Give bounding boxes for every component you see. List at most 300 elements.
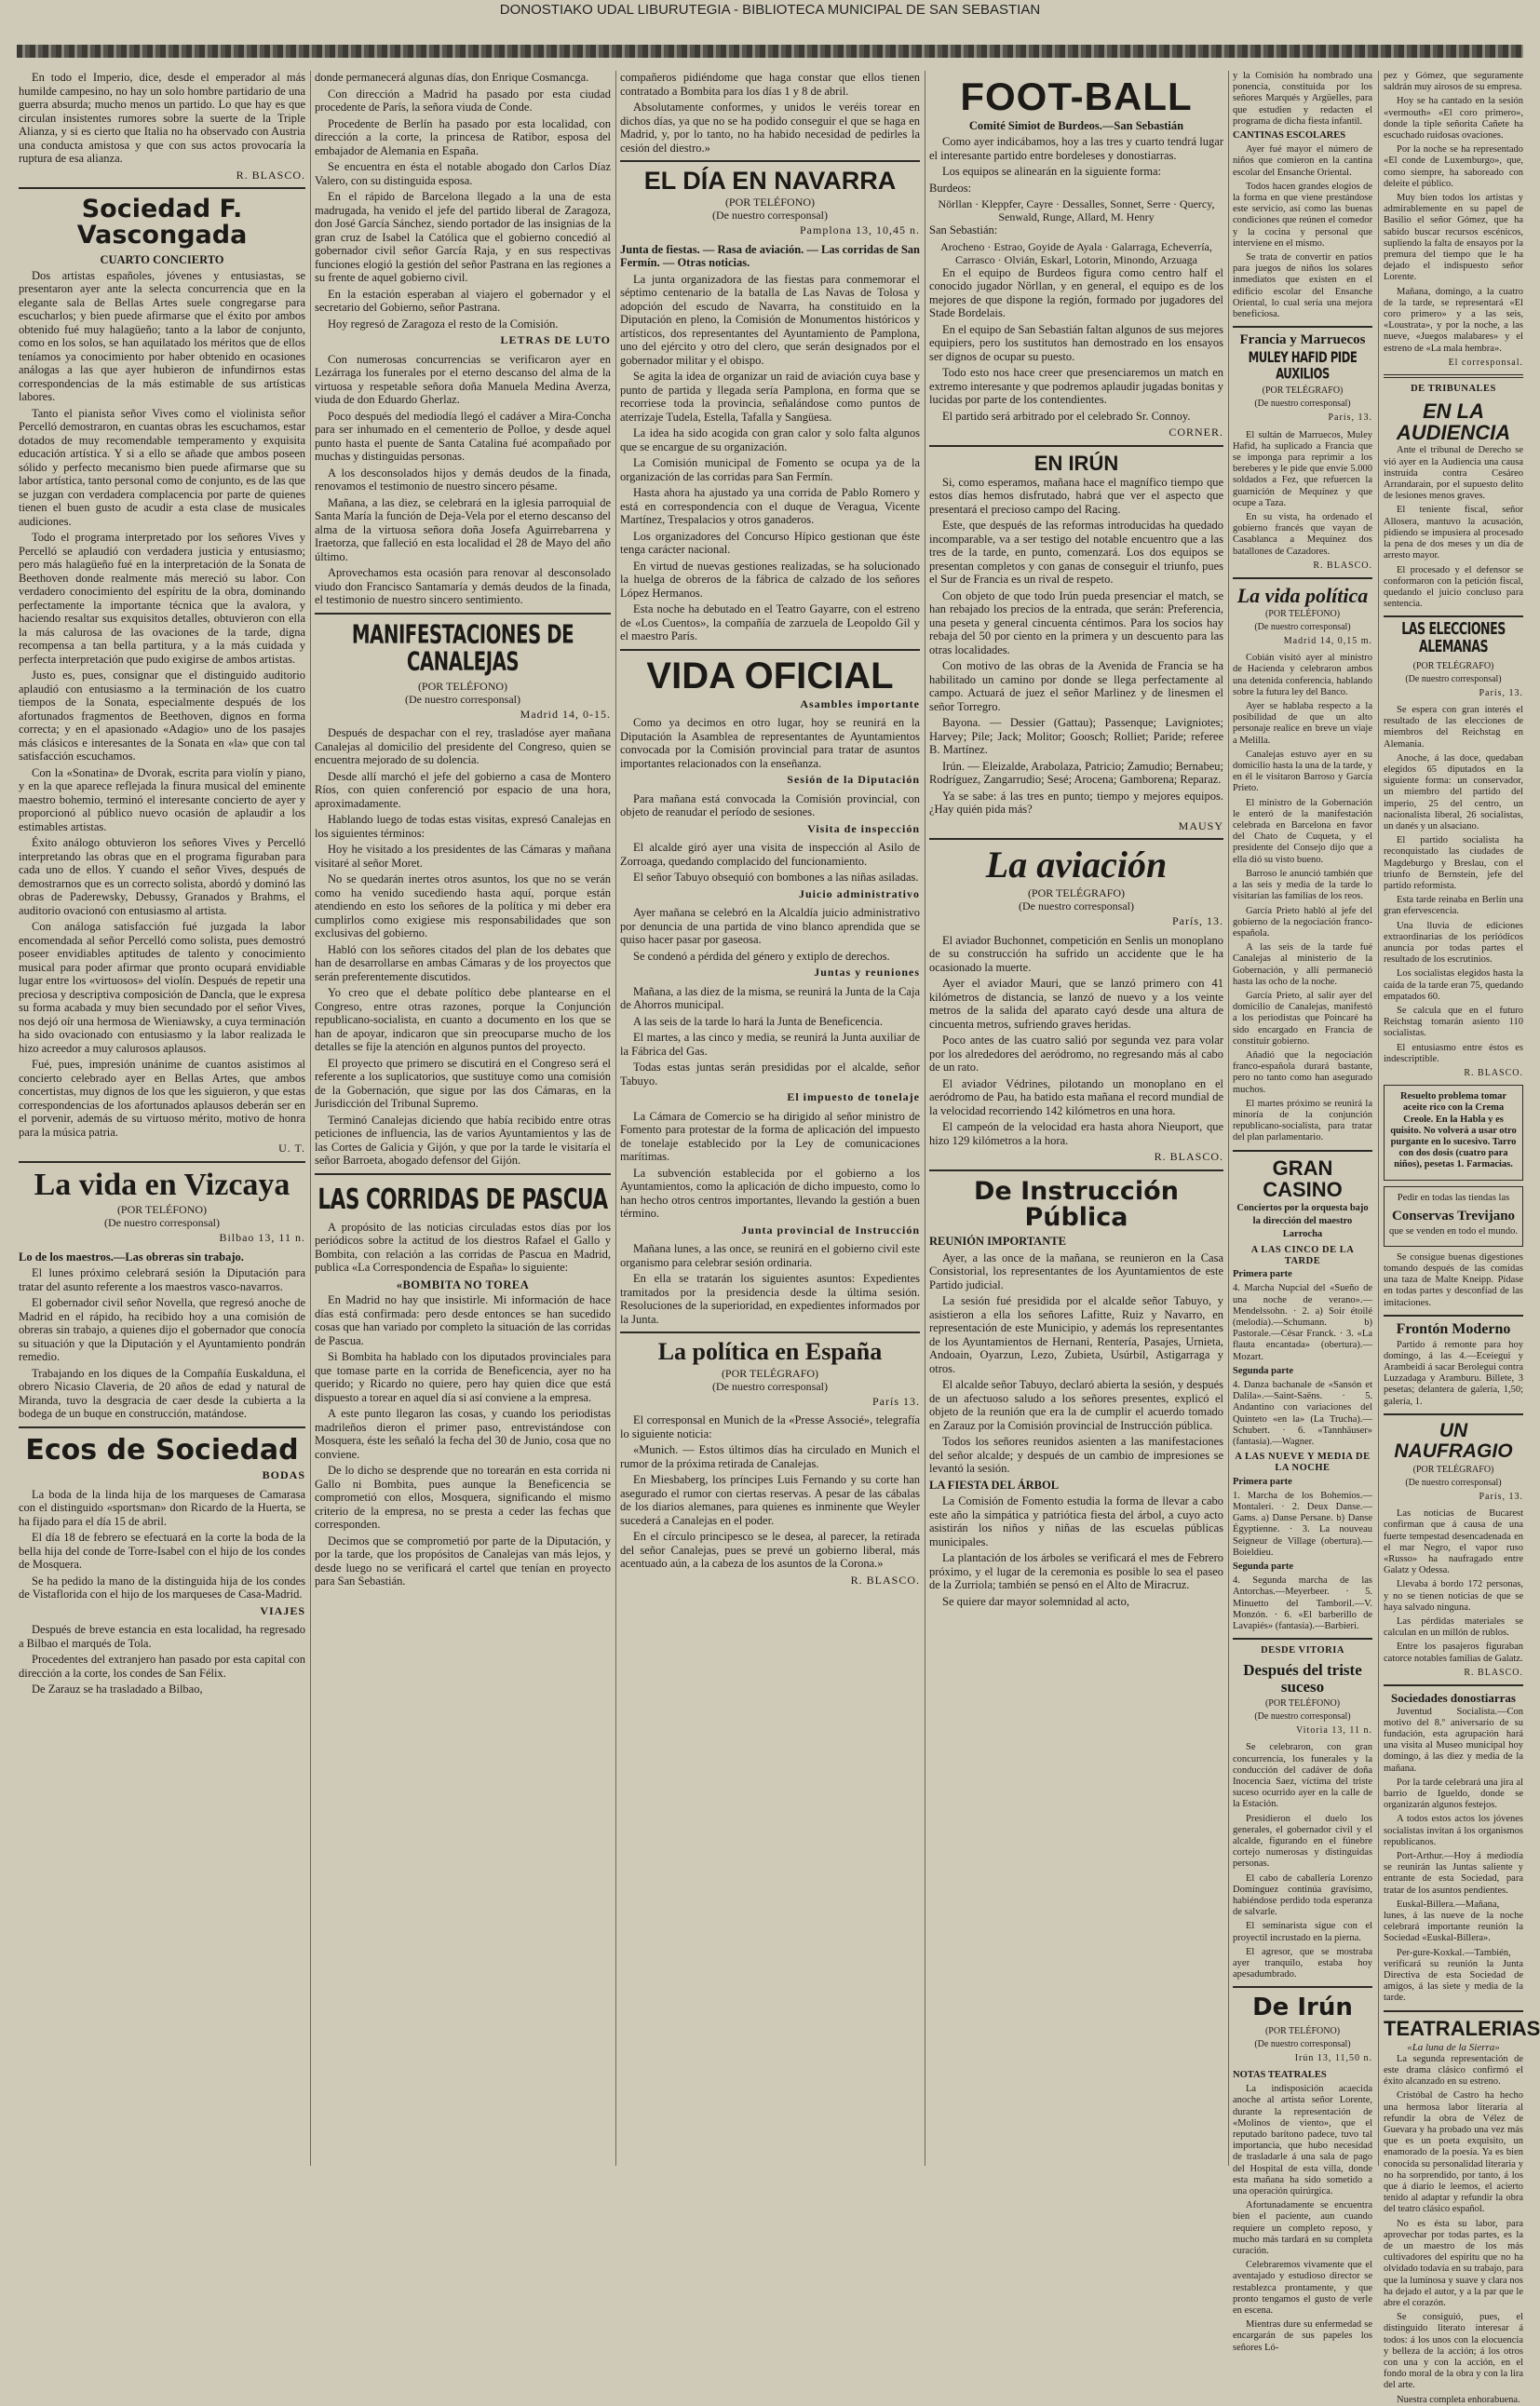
article-paragraph: Hoy se ha cantado en la sesión «vermouth» «El coro primero», donde la tiple señorita Cañete ha escuchado ruidosas ovaciones. xyxy=(1384,96,1523,142)
divider xyxy=(929,1169,1223,1171)
quote-heading: «BOMBITA NO TOREA xyxy=(396,1277,530,1291)
dateline: París, 13. xyxy=(1172,914,1223,928)
headline-aviacion: La aviación xyxy=(985,844,1168,886)
article-paragraph: Mañana, a las diez, se celebrará en la iglesia parroquial de Santa María la función de Deja-Vela por el eterno descanso del alma de la virtuosa señora doña Josefa Aguirrebarrena y Iraetorza, que falleció en esta localidad el 28 de Mayo del año último. xyxy=(315,495,611,563)
article-paragraph: El agresor, que se mostraba ayer tranquilo, estaba hoy apesadumbrado. xyxy=(1233,1946,1372,1980)
article-paragraph: Mañana lunes, a las once, se reunirá en el gobierno civil este organismo para celebrar sesión ordinaria. xyxy=(620,1242,920,1269)
column-2 xyxy=(315,71,611,2166)
divider xyxy=(1384,1684,1523,1686)
program-heading: Segunda parte xyxy=(1233,1561,1294,1573)
article-paragraph: Los organizadores del Concurso Hípico gestionan que éste tenga carácter nacional. xyxy=(620,529,920,557)
article-paragraph: Se trata de convertir en patios para juegos de niños los solares inmediatos que existen en el edificio escolar del Ensanche Oriental, lo cual sería una mejora beneficiosa. xyxy=(1233,252,1372,320)
article-paragraph: Se agita la idea de organizar un raid de aviación cuya base y punto de partida y llegada sería Pamplona, en forma que se recorriese toda la provincia, señalándose como puntos de aterrizaje Tudela, Estella, Tafalla y Sangüesa. xyxy=(620,370,920,424)
article-paragraph: La indisposición acaecida anoche al artista señor Lorente, durante la representación de «Molinos de viento», que el reputado barítono padece, tuvo tal importancia, que hubo necesidad de trasladarle á una sala de pago del Hospital de esta villa, donde esta mañana ha sido sometido a una operación quirúrgica. xyxy=(1233,2084,1372,2196)
divider xyxy=(1384,1413,1523,1415)
article-paragraph: Llevaba á bordo 172 personas, y no se tienen noticias de que se haya salvado ninguna. xyxy=(1384,1579,1523,1613)
article-paragraph: Todo esto nos hace creer que presenciaremos un match en extremo interesante y que podremos aplaudir jugadas bonitas y lucidas por parte de los contendientes. xyxy=(929,366,1223,407)
article-paragraph: Todos los señores reunidos asienten a las manifestaciones del señor alcalde; y después de un cambio de impresiones se levantó la sesión. xyxy=(929,1435,1223,1476)
program-list: 1. Marcha de los Bohemios.—Montaleri. · 2. Deux Danse.—Gams. a) Danse Persane. b) Danse Égyptienne. · 3. La nouveau Seigneur de Village (obertura).—Boieldieu. xyxy=(1233,1490,1372,1558)
headline-en-la-audiencia: EN LA AUDIENCIA xyxy=(1396,399,1511,445)
article-paragraph: En el rápido de Barcelona llegado a la una de esta madrugada, ha venido el jefe del partido liberal de Zaragoza, don José García Sánchez, siendo portador de las insignias de la gran cruz de Isabel la Católica que el gobierno concedió al gobernador civil señor García Raja, y en sus respectivas funciones elogió la gestión del señor Pastrana en las regiones a su frente de aquel gobierno civil. xyxy=(315,190,611,284)
byline: U. T. xyxy=(278,1142,305,1156)
lineup: Nörllan · Kleppfer, Cayre · Dessalles, Sonnet, Serre · Quercy, Senwald, Runge, Allard, M. Henry xyxy=(938,197,1215,224)
dispatch-source: (De nuestro corresponsal) xyxy=(405,692,520,706)
article-paragraph: La segunda representación de este drama clásico confirmó el éxito alcanzado en su estreno. xyxy=(1384,2053,1523,2088)
article-paragraph: García Prieto, al salir ayer del domicilio de Canalejas, manifestó a los periodistas que Poincaré ha sido encargado en Francia de constituir gobierno. xyxy=(1233,990,1372,1047)
subheadline: NOTAS TEATRALES xyxy=(1233,2069,1327,2080)
article-paragraph: Aprovechamos esta ocasión para renovar al desconsolado viudo don Francisco Santamaría y demás deudos de la finada, el testimonio de nuestro sincero sentimiento. xyxy=(315,566,611,606)
divider xyxy=(19,187,305,189)
article-paragraph: El aviador Buchonnet, competición en Senlis un monoplano de su construcción ha sufrido un accidente que le ha ocasionado la muerte. xyxy=(929,933,1223,974)
article-paragraph: De lo dicho se desprende que no torearán en esta corrida ni Gallo ni Bombita, pues aunque la Beneficencia se comprometió con ellos, Mosquera, significando el mismo criterio de la empresa, no se presta a ceder las fechas que corresponden. xyxy=(315,1464,611,1532)
article-paragraph: El partido socialista ha reconquistado las ciudades de Magdeburgo y Breslau, con el triunfo de Bernstein, jefe del partido reformista. xyxy=(1384,835,1523,891)
article-paragraph: Este, que después de las reformas introducidas ha quedado incomparable, va a ser testigo del notable encuentro que a las tres de la tarde, en punto, comenzará. Los dos equipos se presentan completos y con ganas de conseguir el triunfo, pues el Sur de Francia es un rival de respeto. xyxy=(929,519,1223,587)
headline-manifestaciones-canalejas: MANIFESTACIONES DE CANALEJAS xyxy=(351,620,574,677)
subheadline: CUARTO CONCIERTO xyxy=(100,252,224,266)
headline-en-irun: EN IRÚN xyxy=(1033,451,1119,475)
article-paragraph: Ya se sabe: á las tres en punto; tiempo y mejores equipos. ¿Hay quién pida más? xyxy=(929,789,1223,817)
article-paragraph: En todo el Imperio, dice, desde el emperador al más humilde campesino, no hay un solo hombre partidario de una guerra absurda; mucho menos un partido. Lo que hay es que circulan insistentes rumores sobre la suerte de la Triple Alianza, y si es cierto que Italia no ha observado con Austria una conducta amistosa y que con sus actos provocaría la ruptura de esa alianza. xyxy=(19,71,305,165)
article-paragraph: Bayona. — Dessier (Gattau); Passenque; Lavigniotes; Harvey; Pile; Jack; Molitor; Goosch; Rolliet; Paride; referee B. Martínez. xyxy=(929,716,1223,757)
article-paragraph: Como ya decimos en otro lugar, hoy se reunirá en la Diputación la Asamblea de representantes de Ayuntamientos convocada por la Comisión provincial para tratar de asuntos importantes relacionados con la enseñanza. xyxy=(620,716,920,770)
program-list: 4. Danza bachanale de «Sansón et Dalila».—Saint-Saëns. · 5. Andantino con variaciones del Quinteto «en la» (La Trucha).—Schubert. · 6. «Tannhäuser» (fantasía).—Wagner. xyxy=(1233,1379,1372,1447)
article-paragraph: Las noticias de Bucarest confirman que á causa de una fuerte tempestad desencadenada en el mar Negro, el vapor ruso «Russo» ha naufragado entre Galatz y Odessa. xyxy=(1384,1508,1523,1576)
dispatch-source: (POR TELÉFONO) xyxy=(724,196,816,210)
byline: CORNER. xyxy=(1169,426,1223,439)
byline: R. BLASCO. xyxy=(1313,560,1372,571)
dateline: París, 13. xyxy=(1479,687,1523,698)
article-paragraph: La Comisión municipal de Fomento se ocupa ya de la organización de las corridas para San Fermín. xyxy=(620,456,920,483)
article-paragraph: Añadió que la negociación franco-española durará bastante, pero no tanto como han asegurado muchos. xyxy=(1233,1049,1372,1095)
article-paragraph: El gobernador civil señor Novella, que regresó anoche de Madrid en el rápido, ha recibido hoy a una comisión de obreras sin trabajo, a quienes dijo el gobernador que conocía su situación y que la Diputación y el Ayuntamiento pondrán remedio. xyxy=(19,1296,305,1364)
dispatch-source: (POR TELÉFONO) xyxy=(1264,609,1341,620)
article-paragraph: Dos artistas españoles, jóvenes y entusiastas, se presentaron ayer ante la selecta concurrencia que en la elegante sala de Bellas Artes suele congregarse para escucharlos; y bien puede afirmarse que el éxito por ambos obtenido fué muy halagüeño; tanto a la labor de conjunto, como en los solos, se han aquilatado los méritos que de ellos teníamos ya conocimiento por haber obtenido en ocasiones análogas a las que ayer hubieron de infundirnos estas correspondencias de la más estimable de sus artísticas labores. xyxy=(19,268,305,404)
article-paragraph: donde permanecerá algunas días, don Enrique Cosmancga. xyxy=(315,71,589,84)
article-paragraph: En Madrid no hay que insistirle. Mi información de hace días está confirmada: pero desde entonces se han sucedido cosas que han variado por completo la situación de las corridas de Pascua. xyxy=(315,1293,611,1347)
dispatch-source: (De nuestro corresponsal) xyxy=(712,209,828,223)
article-paragraph: El partido será arbitrado por el celebrado Sr. Connoy. xyxy=(942,409,1191,423)
dispatch-source: (De nuestro corresponsal) xyxy=(1254,1711,1351,1723)
subheadline-letras-luto: LETRAS DE LUTO xyxy=(500,333,611,346)
article-paragraph: pez y Gómez, que seguramente saldrán muy airosos de su empresa. xyxy=(1384,71,1523,93)
byline: MAUSY xyxy=(1178,818,1223,832)
column-rule xyxy=(1228,71,1229,2166)
article-paragraph: Decimos que se comprometió por parte de la Diputación, y por la tarde, que los propósitos de Canalejas van más lejos, y desde luego no se verificará el cartel que tenían en proyecto para San Sebastián. xyxy=(315,1534,611,1588)
article-paragraph: «Munich. — Estos últimos días ha circulado en Munich el rumor de la próxima retirada de Canalejas. xyxy=(620,1443,920,1470)
article-paragraph: La subvención establecida por el gobierno a los Ayuntamientos, como la aplicación de dicho impuesto, como lo han hecho otros centros importantes, llevando la gestión a buen término. xyxy=(620,1166,920,1221)
article-paragraph: Procedentes del extranjero han pasado por esta capital con dirección a la corte, los condes de San Félix. xyxy=(19,1653,305,1680)
column-5b xyxy=(1384,71,1540,2405)
lineup: Arocheno · Estrao, Goyide de Ayala · Galarraga, Echeverría, Carrasco · Olvián, Eskarl, Lotorin, Minondo, Arzuaga xyxy=(940,239,1212,266)
subheadline: Visita de inspección xyxy=(807,821,920,835)
byline: R. BLASCO. xyxy=(236,168,305,182)
subheadline: LA FIESTA DEL ÁRBOL xyxy=(929,1478,1060,1492)
byline: El corresponsal. xyxy=(1448,357,1523,368)
dispatch-source: (POR TELÉGRAFO) xyxy=(1412,660,1494,671)
dispatch-source: (De nuestro corresponsal) xyxy=(1254,2038,1351,2049)
article-paragraph: El lunes próximo celebrará sesión la Diputación para tratar del asunto referente a los maestros vasco-navarros. xyxy=(19,1266,305,1293)
article-paragraph: El señor Tabuyo obsequió con bombones a las niñas asiladas. xyxy=(633,871,919,885)
divider xyxy=(1233,1638,1372,1640)
column-5 xyxy=(1233,71,1540,2405)
article-paragraph: Los equipos se alinearán en la siguiente forma: xyxy=(942,165,1161,179)
divider xyxy=(19,1426,305,1428)
article-paragraph: De Zarauz se ha trasladado a Bilbao, xyxy=(32,1683,203,1696)
column-5a xyxy=(1233,71,1372,2353)
team-label: San Sebastián: xyxy=(929,223,998,237)
article-paragraph: Esta noche ha debutado en el Teatro Gayarre, con el estreno de «Los Cuentos», la compañía de zarzuela de Leopoldo Gil y el maestro París. xyxy=(620,602,920,643)
article-paragraph: Después de breve estancia en esta localidad, ha regresado a Bilbao el marqués de Tola. xyxy=(19,1623,305,1650)
article-paragraph: Justo es, pues, consignar que el distinguido auditorio aplaudió con entusiasmo a la terminación de los cuatro tiempos de la Sonata, especialmente después de los afortunados fragmentos de Beethoven, dignos en forma correcta; y en el apasionado «Adagio» uno de los pasajes más clásicos e interesantes de la Sonata en «la» que con tal satisfacción escuchamos. xyxy=(19,669,305,764)
divider xyxy=(1384,1315,1523,1317)
article-paragraph: El alcalde señor Tabuyo, declaró abierta la sesión, y después de un afectuoso saludo a los señores presentes, explicó el objeto de la reunión que era la de cumplir el acuerdo tomado en Zarauz por la Comisión provincial de Instrucción pública. xyxy=(929,1378,1223,1432)
program-list: 4. Segunda marcha de las Antorchas.—Meyerbeer. · 5. Minuetto del Tamboril.—V. Monzón. · 6. «El barberillo de Lavapiés» (fantasía).—Barbieri. xyxy=(1233,1575,1372,1632)
headline-muley-hafid: MULEY HAFID PIDE AUXILIOS xyxy=(1248,349,1358,384)
article-paragraph: A los desconsolados hijos y demás deudos de la finada, renovamos el testimonio de nuestro sincero pésame. xyxy=(315,466,611,493)
article-paragraph: Tanto el pianista señor Vives como el violinista señor Percelló demostraron, en cuantas obras les escuchamos, estar dotados de muy recomendable temperamento y exquisita educación artística. Y si a ello se añade que ambos poseen sólido y perfecto mecanismo bien puede afirmarse que su labor artística, tanto personal como de conjunto, es de las que se juzgan con verdadera complacencia por parte de quienes tienen el buen gusto de acudir a esta clase de musicales audiciones. xyxy=(19,406,305,528)
article-paragraph: El alcalde giró ayer una visita de inspección al Asilo de Zorroaga, quedando complacido del funcionamiento. xyxy=(620,841,920,868)
program-heading: Primera parte xyxy=(1233,1476,1292,1487)
dispatch-source: (De nuestro corresponsal) xyxy=(1254,399,1351,410)
lead-summary: Lo de los maestros.—Las obreras sin trabajo. xyxy=(19,1250,244,1264)
program-heading: Segunda parte xyxy=(1233,1365,1294,1376)
dateline: Vitoria 13, 11 n. xyxy=(1296,1725,1372,1737)
headline-fronton-moderno: Frontón Moderno xyxy=(1396,1320,1511,1337)
article-paragraph: Con dirección a Madrid ha pasado por esta ciudad procedente de París, la señora viuda de Conde. xyxy=(315,87,611,114)
library-watermark: DONOSTIAKO UDAL LIBURUTEGIA - BIBLIOTECA MUNICIPAL DE SAN SEBASTIAN xyxy=(499,2,1041,18)
article-paragraph: Se calcula que en el futuro Reichstag tomarán asiento 110 socialistas. xyxy=(1384,1005,1523,1039)
article-paragraph: Con objeto de que todo Irún pueda presenciar el match, se han rebajado los precios de la entrada, que serán: Preferencia, una peseta y general cincuenta céntimos. Para los socios hay rebaja del 50 por ciento en la primera y un descuento para las otras localidades. xyxy=(929,588,1223,656)
divider xyxy=(929,838,1223,840)
article-paragraph: La idea ha sido acogida con gran calor y solo falta algunos que se encargue de su organización. xyxy=(620,426,920,453)
article-paragraph: A las seis de la tarde fué Canalejas al ministerio de la Gobernación, y allí permaneció hasta las ocho de la noche. xyxy=(1233,942,1372,987)
subheadline: REUNIÓN IMPORTANTE xyxy=(929,1235,1066,1249)
article-paragraph: Mientras dure su enfermedad se encargarán de sus papeles los señores Ló- xyxy=(1233,2319,1372,2353)
article-paragraph: No es ésta su labor, para aprovechar por todas partes, es la de un maestro de los más cultivadores del espíritu que no ha olvidado todavía en su trabajo, para que la luminosa y suave y clara nos ha dejado el autor, y a la par que le abre el corazón. xyxy=(1384,2218,1523,2309)
headline-teatralerias: TEATRALERIAS xyxy=(1384,2016,1540,2040)
column-3 xyxy=(620,71,920,2166)
article-paragraph: Como ayer indicábamos, hoy a las tres y cuarto tendrá lugar el interesante partido entre bordeleses y donostiarras. xyxy=(929,135,1223,162)
program-list: 4. Marcha Nupcial del «Sueño de una noche de verano».—Mendelssohn. · 2. a) Soir étoilé (melodía).—Schumann. b) Pastorale.—César Franck. · 3. «La flauta encantada» (obertura).—Mozart. xyxy=(1233,1283,1372,1362)
article-paragraph: El corresponsal en Munich de la «Presse Associé», telegrafía lo siguiente noticia: xyxy=(620,1413,920,1440)
article-paragraph: El día 18 de febrero se efectuará en la corte la boda de la bella hija del conde de Torre-Isabel con el hijo de los condes de Mosquera. xyxy=(19,1531,305,1572)
article-paragraph: Las pérdidas materiales se calculan en un millón de rublos. xyxy=(1384,1615,1523,1639)
article-paragraph: En el equipo de San Sebastián faltan algunos de sus mejores equipiers, pero los sustitutos han demostrado en los ensayos ser dignos de ocupar su puesto. xyxy=(929,322,1223,363)
dateline: París, 13. xyxy=(1328,412,1372,424)
article-paragraph: La sesión fué presidida por el alcalde señor Tabuyo, y asistieron a ella los señores Lafitte, Ruiz y Navarro, en representación de este Municipio, y además los representantes de los Ayuntamientos de Hernani, Rentería, Pasajes, Urnieta, Andoain, Oyarzun, Lezo, Zubieta, Usúrbil, Astigarraga y otros. xyxy=(929,1294,1223,1375)
article-paragraph: Si, como esperamos, mañana hace el magnífico tiempo que estos días hemos disfrutado, habrá que ver el aspecto que presentará el precioso campo del Racing. xyxy=(929,475,1223,516)
article-paragraph: Ayer, a las once de la mañana, se reunieron en la Casa Consistorial, los representantes de los Ayuntamientos de este Partido judicial. xyxy=(929,1250,1223,1291)
article-paragraph: Éxito análogo obtuvieron los señores Vives y Percelló interpretando las obras que en el programa figuraban para cada uno de ellos. Y cuando el señor Vives, después de demostrarnos que es un correcto solista, abordó y dominó las obras de Paderewsky, Debussy, Granados y Brahms, el auditorio ovacionó con entusiasmo al artista. xyxy=(19,836,305,917)
advertisement-crema-creole xyxy=(1384,1085,1523,1180)
article-paragraph: El martes próximo se reunirá la minoría de la conjunción republicano-socialista, para tratar del plan parlamentario. xyxy=(1233,1098,1372,1143)
headline-vida-oficial: VIDA OFICIAL xyxy=(646,655,894,696)
advertisement-conservas-trevijano xyxy=(1384,1186,1523,1247)
column-4 xyxy=(929,71,1223,2166)
masthead-decorative-band xyxy=(17,45,1523,58)
divider xyxy=(19,1161,305,1163)
subheadline: BODAS xyxy=(262,1468,305,1482)
subheadline: Juicio administrativo xyxy=(798,886,920,900)
divider xyxy=(620,160,920,162)
team-label: Burdeos: xyxy=(929,181,972,195)
divider xyxy=(1384,2010,1523,2012)
article-paragraph: Se consigue buenas digestiones tomando después de las comidas una taza de Malte Kneipp. Pídase en todas partes y desconfíad de las imitaciones. xyxy=(1384,1251,1523,1308)
article-paragraph: Cobián visitó ayer al ministro de Hacienda y celebraron ambos una detenida conferencia, hablando sobre la futura ley del Banco. xyxy=(1233,653,1372,697)
article-paragraph: Ayer mañana se celebró en la Alcaldía juicio administrativo por denuncia de una partida de vino blanco aprendida que se quiso hacer pasar por gaseosa. xyxy=(620,906,920,947)
article-paragraph: Por la tarde celebrará una jira al barrio de Igueldo, donde se organizarán algunos festejos. xyxy=(1384,1777,1523,1811)
divider xyxy=(929,445,1223,447)
article-paragraph: Se espera con gran interés el resultado de las elecciones de miembros del Reichstag en Alemania. xyxy=(1384,704,1523,750)
article-paragraph: Se encuentra en ésta el notable abogado don Carlos Díaz Valero, con su distinguida esposa. xyxy=(315,160,611,187)
article-paragraph: Yo creo que el debate político debe plantearse en el Congreso, entre otras razones, porque la Conjunción republicano-socialista, en cuanto a documento en los que se han de apoyar, indicaron que sin preocuparse mucho de los detalles se fije la atención en algunos puntos del proyecto. xyxy=(315,986,611,1054)
article-paragraph: Entre los pasajeros figuraban catorce notables familias de Galatz. xyxy=(1384,1642,1523,1664)
dispatch-source: (POR TELÉGRAFO) xyxy=(1262,385,1344,397)
divider xyxy=(620,649,920,651)
article-paragraph: Procedente de Berlín ha pasado por esta localidad, con dirección a la corte, la princesa de Ratibor, esposa del embajador de Alemania en España. xyxy=(315,116,611,157)
headline-dia-navarra: EL DÍA EN NAVARRA xyxy=(643,167,897,195)
divider xyxy=(1384,615,1523,617)
article-paragraph: Poco después del mediodía llegó el cadáver a Mira-Concha para ser inhumado en el cementerio de Polloe, y desde aquel punto hasta el puente de Santa Catalina fué acompañado por muchas y distinguidas personas. xyxy=(315,409,611,463)
article-paragraph: Terminó Canalejas diciendo que había recibido entre otras peticiones de influencia, las de varios Ayuntamientos y las de las Cortes de Galicia y Gijón, y que por la tarde le visitaría el señor Barroeta, abogado defensor del Gijón. xyxy=(315,1113,611,1168)
article-paragraph: Fué, pues, impresión unánime de cuantos asistimos al concierto celebrado ayer en Bellas Artes, que ambos concertistas, muy dignos de los que les siguieron, y que estas correspondencias de los afortunados aplausos deberán ser en el porvenir, además de su virtuoso mérito, motivo de honra para la música patria. xyxy=(19,1058,305,1139)
article-paragraph: A propósito de las noticias circuladas estos días por los periódicos sobre la actitud de los diestros Rafael el Gallo y Bombita, con relación a las corridas de Pascua en Madrid, publica «La Correspondencia de España» lo siguiente: xyxy=(315,1220,611,1275)
article-paragraph: Ayer el aviador Mauri, que se lanzó primero con 41 kilómetros de distancia, se lanzó de nuevo y a los veinte metros de la salida del aparato cayó desde una altura de cincuenta metros, sufriendo graves heridas. xyxy=(929,977,1223,1031)
dispatch-source: (POR TELÉFONO) xyxy=(1264,1698,1341,1710)
byline: R. BLASCO. xyxy=(1464,1667,1523,1678)
article-paragraph: A las seis de la tarde lo hará la Junta de Beneficencia. xyxy=(633,1014,883,1028)
subheadline: Conciertos por la orquesta bajo la dirección del maestro Larrocha xyxy=(1236,1202,1369,1239)
article-paragraph: El seminarista sigue con el proyectil incrustado en la pierna. xyxy=(1233,1921,1372,1943)
article-paragraph: Se quiere dar mayor solemnidad al acto, xyxy=(942,1594,1129,1608)
article-paragraph: En su vista, ha ordenado el gobierno francés que vayan de Casablanca a Mequínez dos batallones de Cazadores. xyxy=(1233,511,1372,557)
article-paragraph: Si Bombita ha hablado con los diputados provinciales para que tomase parte en la corrida de Beneficencia, ayer no ha querido; y Ricardo no quiere, pero hay quien dice que está dispuesto a torear en aquel día si así conviene a la empresa. xyxy=(315,1350,611,1404)
divider xyxy=(1233,1150,1372,1152)
column-rule xyxy=(615,71,616,2166)
article-paragraph: Partido á remonte para hoy domingo, á las 4.—Eceiegui y Arambeidi á sacar Berolegui contra Luzzadaga y Aramburu. Billete, 3 pesetas; delantera de galería, 1,50; galería, 1. xyxy=(1384,1339,1523,1407)
dispatch-source: (De nuestro corresponsal) xyxy=(1405,673,1502,684)
headline-foot-ball: FOOT-BALL xyxy=(960,74,1193,118)
headline-vida-vizcaya: La vida en Vizcaya xyxy=(34,1167,290,1202)
article-paragraph: Hoy he visitado a los presidentes de las Cámaras y mañana visitaré al señor Moret. xyxy=(315,843,611,870)
article-paragraph: El procesado y el defensor se conformaron con la petición fiscal, quedando el juicio concluso para sentencia. xyxy=(1384,564,1523,610)
article-paragraph: Ante el tribunal de Derecho se vió ayer en la Audiencia una causa instruída contra Cesáreo Arrandarain, por el supuesto delito de lesiones menos graves. xyxy=(1384,445,1523,502)
article-paragraph: Poco antes de las cuatro salió por segunda vez para volar por los alrededores del aeródromo, no regresando más al cabo de un rato. xyxy=(929,1034,1223,1075)
dateline: Irún 13, 11,50 n. xyxy=(1294,2052,1372,2063)
column-rule xyxy=(1378,71,1379,2166)
ad-title: Conservas Trevijano xyxy=(1391,1208,1516,1223)
article-paragraph: A todos estos actos los jóvenes socialistas invitan á los organismos republicanos. xyxy=(1384,1814,1523,1847)
article-paragraph: Con motivo de las obras de la Avenida de Francia se ha habilitado un camino por donde se llega perfectamente al campo. Actuará de juez el señor Marlinez y de linesmen el señor Torregro. xyxy=(929,659,1223,713)
dateline: París, 13. xyxy=(1479,1491,1523,1502)
article-paragraph: El campeón de la velocidad era hasta ahora Nieuport, que hizo 129 kilómetros a la hora. xyxy=(929,1120,1223,1147)
article-paragraph: En el equipo de Burdeos figura como centro half el conocido jugador Nörllan, y en general, el equipo es de los mejores de que dispone la región, formado por jugadores del Stade Bordelais. xyxy=(929,265,1223,320)
divider xyxy=(1233,577,1372,579)
dispatch-source: (POR TELÉFONO) xyxy=(417,679,508,693)
subheadline: Asambles importante xyxy=(800,696,920,710)
article-paragraph: El proyecto que primero se discutirá en el Congreso será el referente a los suplicatorios, que sustituye como una comisión de la Gobernación, que sigue por las dos Cámaras, en la Jurisdicción del Tribunal Supremo. xyxy=(315,1056,611,1111)
divider xyxy=(620,1331,920,1333)
headline-sociedades-donostiarras: Sociedades donostiarras xyxy=(1391,1690,1516,1705)
article-paragraph: Per-gure-Koxkal.—También, verificará su reunión la Junta Directiva de esta Sociedad de amigos, á las siete y media de la tarde. xyxy=(1384,1947,1523,2004)
ad-text: Pedir en todas las tiendas las xyxy=(1397,1192,1510,1203)
article-paragraph: Todos hacen grandes elogios de la forma en que viene prestándose este servicio, así como las buenas condiciones que reúnen el comedor y la cocina y personal que interviene en el mismo. xyxy=(1233,181,1372,249)
article-paragraph: La boda de la linda hija de los marqueses de Camarasa con el distinguido «sportsman» don Ricardo de la Huerta, se ha fijado para el día 15 de abril. xyxy=(19,1487,305,1528)
article-paragraph: En el círculo principesco se le desea, al parecer, la retirada del señor Canalejas, pues se prevé un gobierno liberal, más acentuado aún, a la cabeza de los asuntos de la Corona.» xyxy=(620,1530,920,1571)
article-paragraph: Juventud Socialista.—Con motivo del 8.º aniversario de su fundación, esta agrupación hará una visita al Museo municipal hoy domingo, á las diez y media de la mañana. xyxy=(1384,1706,1523,1774)
subheadline: DESDE VITORIA xyxy=(1261,1645,1344,1656)
dispatch-source: (De nuestro corresponsal) xyxy=(712,1379,828,1393)
dispatch-source: (POR TELÉGRAFO) xyxy=(1412,1464,1494,1475)
article-paragraph: La Cámara de Comercio se ha dirigido al señor ministro de Fomento para protestar de la forma de aplicación del impuesto de tonelaje establecido por la Ley de comunicaciones marítimas. xyxy=(620,1109,920,1164)
article-paragraph: Nuestra completa enhorabuena. xyxy=(1397,2394,1520,2405)
article-paragraph: Una lluvia de ediciones extraordinarias de los periódicos anuncia por todas partes el resultado de los escrutinios. xyxy=(1384,920,1523,966)
dispatch-source: (De nuestro corresponsal) xyxy=(1019,899,1134,913)
article-paragraph: Presidieron el duelo los generales, el gobernador civil y el alcalde, figurando en el fúnebre cortejo numerosas y distinguidas personas. xyxy=(1233,1813,1372,1870)
article-paragraph: El ministro de la Gobernación le enteró de la manifestación celebrada en Barcelona en favor del Chato de Cuqueta, y el presidente del Consejo dijo que a ella dió su visto bueno. xyxy=(1233,797,1372,865)
dateline: Pamplona 13, 10,45 n. xyxy=(800,223,920,237)
divider xyxy=(315,613,611,615)
dispatch-source: (De nuestro corresponsal) xyxy=(1405,1477,1502,1488)
article-paragraph: Se consiguió, pues, el distinguido literato interesar á todos: á los unos con la elocuencia y belleza de la acción; á los otros con una y con la acción, en el fondo moral de la obra y con la lira del arte. xyxy=(1384,2312,1523,2391)
headline-corridas-pascua: LAS CORRIDAS DE PASCUA xyxy=(317,1183,608,1216)
divider xyxy=(315,1173,611,1175)
headline-francia-marruecos: Francia y Marruecos xyxy=(1239,332,1366,348)
article-paragraph: Todas estas juntas serán presididas por el alcalde, señor Tabuyo. xyxy=(620,1061,920,1088)
subheadline: El impuesto de tonelaje xyxy=(787,1090,920,1104)
article-paragraph: Port-Arthur.—Hoy á mediodía se reunirán las Juntas saliente y entrante de esta Sociedad, para tratar de los asuntos pendientes. xyxy=(1384,1851,1523,1896)
article-paragraph: Desde allí marchó el jefe del gobierno a casa de Montero Ríos, con quien conferenció por espacio de una hora, aproximadamente. xyxy=(315,769,611,810)
article-paragraph: Mañana, a las diez de la misma, se reunirá la Junta de la Caja de Ahorros municipal. xyxy=(620,984,920,1012)
article-paragraph: En Miesbaberg, los príncipes Luis Fernando y su corte han asegurado el rumor con ciertas reservas. A pesar de las cábalas de los diarios alemanes, para quienes es inminente que Weyler sucederá a Canalejas en el poder. xyxy=(620,1473,920,1527)
article-paragraph: En virtud de nuevas gestiones realizadas, se ha solucionado la huelga de obreros de la fábrica de calzado de los señores López Hermanos. xyxy=(620,559,920,600)
article-paragraph: En ella se tratarán los siguientes asuntos: Expedientes tramitados por la presidencia desde la última sesión. Resoluciones de la superioridad, en expedientes informados por la Junta. xyxy=(620,1272,920,1326)
article-paragraph: El cabo de caballería Lorenzo Domínguez continúa gravísimo, habiéndose perdido toda esperanza de salvarle. xyxy=(1233,1872,1372,1918)
headline-ecos-sociedad: Ecos de Sociedad xyxy=(25,1433,299,1467)
article-paragraph: y la Comisión ha nombrado una ponencia, constituida por los señores Marqués y Argüelles, para que estudien y redacten el programa de dicha fiesta infantil. xyxy=(1233,71,1372,127)
article-paragraph: Esta tarde reinaba en Berlín una gran efervescencia. xyxy=(1384,895,1523,917)
article-paragraph: El teniente fiscal, señor Allosera, mantuvo la acusación, pidiendo se impusiera al procesado la pena de dos meses y un día de arresto mayor. xyxy=(1384,505,1523,561)
subheadline: Juntas y reuniones xyxy=(814,966,920,980)
article-paragraph: Ayer fué mayor el número de niños que comieron en la cantina escolar del Ensanche Oriental. xyxy=(1233,144,1372,178)
article-paragraph: Celebraremos vivamente que el aventajado y estudioso director se restablezca prontamente, y que pronto tengamos el gusto de verle en escena. xyxy=(1233,2260,1372,2316)
byline: R. BLASCO. xyxy=(1464,1067,1523,1078)
article-paragraph: Con la «Sonatina» de Dvorak, escrita para violín y piano, y en la que aparece reflejada la finura musical del eminente maestro bohemio, terminó el interesante concierto de ayer y proporcionó al público nuevo ocasión de aplaudir a los estimables artistas. xyxy=(19,765,305,833)
divider xyxy=(1384,374,1523,378)
headline-de-irun: De Irún xyxy=(1252,1994,1353,2022)
article-paragraph: Después de despachar con el rey, trasladóse ayer mañana Canalejas al domicilio del presidente del Congreso, quien se encuentra mejorado de su dolencia. xyxy=(315,726,611,767)
article-paragraph: No se quedarán inertes otros asuntos, los que no se verán como ha venido sucediendo hasta aquí, porque están atendiendo en esto los señores de la política y mi deber era cumplirlos como exigiese mis responsabilidades que son exclusivas del gobierno. xyxy=(315,872,611,940)
column-1 xyxy=(19,71,305,2166)
lead-summary: Junta de fiestas. — Rasa de aviación. — Las corridas de San Fermín. — Otras noticias. xyxy=(620,242,920,270)
article-paragraph: Todo el programa interpretado por los señores Vives y Percelló se aplaudió con verdadera justicia y entusiasmo; pero más halagüeño fué en la interpretación de la Sonata de Beethoven donde realmente más mereció su labor. Con verdadero conocimiento del espíritu de la obra, dominando perfectamente la importante técnica que la avalora, y haciendo resaltar sus exquisitos detalles, obtuvieron con ella la más calurosa de las ovaciones de la tarde, digna recompensa a tan bella partitura, y a la más cuidada y perfecta interpretación que pudo exigirse de ambos artistas. xyxy=(19,531,305,666)
article-paragraph: Se celebraron, con gran concurrencia, los funerales y la conducción del cadáver de doña Inocencia Saez, víctima del triste suceso ocurrido ayer en la calle de la Estación. xyxy=(1233,1742,1372,1810)
article-paragraph: Barroso le anunció también que a las seis y media de la tarde lo visitarían las familias de los reos. xyxy=(1233,868,1372,902)
article-paragraph: La Comisión de Fomento estudia la forma de llevar a cabo este año la simpática y patriótica fiesta del árbol, a cuyo acto asistirán los niños y niñas de las escuelas públicas municipales. xyxy=(929,1494,1223,1548)
dispatch-source: (De nuestro corresponsal) xyxy=(1254,622,1351,633)
article-paragraph: A este punto llegaron las cosas, y cuando los periodistas madrileños dieron el primer paso, entrevistándose con Mosquera, éste les señaló la fecha del 30 de Junio, cosa que no conviene. xyxy=(315,1407,611,1461)
article-paragraph: Trabajando en los diques de la Compañía Euskalduna, el obrero Nicasio Claveria, de 20 años de edad y natural de Miranda, tuvo la desgracia de caer desde la cubierta a la bodega de un buque en construcción, matándose. xyxy=(19,1366,305,1421)
headline-politica-espana: La política en España xyxy=(657,1338,883,1366)
dateline: Madrid 14, 0-15. xyxy=(520,707,611,721)
headline-un-naufragio: UN NAUFRAGIO xyxy=(1394,1419,1513,1462)
article-paragraph: Habló con los señores citados del plan de los debates que han de desarrollarse en ambas Cámaras y de los proyectos que serán preferentemente discutidos. xyxy=(315,942,611,983)
dispatch-source: (POR TELÉFONO) xyxy=(1264,2025,1341,2036)
article-paragraph: La junta organizadora de las fiestas para conmemorar el séptimo centenario de la batalla de Las Navas de Tolosa y adopción del escudo de Navarra, ha constituido en la Diputación en pleno, la Comisión de Monumentos históricos y artísticos, dos representantes del Ayuntamiento de Pamplona, uno del ejército y otro del clero, que serán designados por el gobernador militar y el obispo. xyxy=(620,272,920,367)
article-paragraph: Se ha pedido la mano de la distinguida hija de los condes de Vistaflorida con el hijo de los marqueses de Casa-Madrid. xyxy=(19,1574,305,1602)
article-paragraph: El entusiasmo entre éstos es indescriptible. xyxy=(1384,1042,1523,1064)
article-paragraph: Para mañana está convocada la Comisión provincial, con objeto de reanudar el período de sesiones. xyxy=(620,791,920,819)
article-paragraph: Irún. — Eleizalde, Arabolaza, Patricio; Zamudio; Bernabeu; Rodríguez, Zangarrudio; Sesé; Arocena; Gamborena; Reparaz. xyxy=(929,759,1223,787)
article-paragraph: En la estación esperaban al viajero el gobernador y el secretario del Gobierno, señor Pastrana. xyxy=(315,287,611,314)
article-paragraph: La plantación de los árboles se verificará el mes de Febrero próximo, y el lugar de la ceremonia es posible lo sea el paseo de la Zurriola; también se pensó en el Alto de Miracruz. xyxy=(929,1551,1223,1592)
article-paragraph: Hasta ahora ha ajustado ya una corrida de Pablo Romero y está en correspondencia con el duque de Veragua, Vicente Martínez, Trespalacios y otros ganaderos. xyxy=(620,486,920,527)
article-paragraph: Afortunadamente se encuentra bien el paciente, aun cuando requiere un completo reposo, y mucho más tardará en su completa curación. xyxy=(1233,2200,1372,2256)
subheadline: Sesión de la Diputación xyxy=(787,773,920,787)
divider xyxy=(1233,326,1372,328)
article-paragraph: Mañana, domingo, a la cuatro de la tarde, se representará «El coro primero» y a las seis, «Loustrata», y por la noche, a las nueve, «Juegos malabares» y el estreno de «La mala hembra». xyxy=(1384,286,1523,354)
column-rule xyxy=(310,71,311,2166)
article-paragraph: Muy bien todos los artistas y admirablemente en su papel de Basilio el señor Gómez, que ha sabido buscar recursos escénicos, supliendo la falta de ensayos por la premura del tiempo que le ha dejado el indispuesto señor Lorente. xyxy=(1384,193,1523,283)
section-label: DE TRIBUNALES xyxy=(1411,384,1496,395)
article-paragraph: Con numerosas concurrencias se verificaron ayer en Lezárraga los funerales por el eterno descanso del alma de la virtuosa y respetable señora doña Manuela Medina Averza, viuda de don Eduardo Gherlaz. xyxy=(315,352,611,406)
headline-sociedad-vascongada: Sociedad F. Vascongada xyxy=(76,195,248,250)
divider xyxy=(1233,1986,1372,1988)
article-paragraph: El sultán de Marruecos, Muley Hafid, ha suplicado a Francia que se imponga para reprimir a los bereberes y le pide que envíe 5.000 soldados a Fez, que refuercen la guarnición de Mequínez y que ocupe a Taza. xyxy=(1233,429,1372,508)
dateline: Madrid 14, 0,15 m. xyxy=(1283,636,1372,647)
article-paragraph: Euskal-Billera.—Mañana, lunes, á las nueve de la noche celebrará importante reunión la Sociedad «Euskal-Billera». xyxy=(1384,1899,1523,1944)
byline: R. BLASCO. xyxy=(850,1573,920,1587)
dispatch-source: (De nuestro corresponsal) xyxy=(104,1216,220,1230)
article-paragraph: Los socialistas elegidos hasta la caída de la tarde eran 75, quedando empatados 60. xyxy=(1384,968,1523,1002)
article-paragraph: Anoche, á las doce, quedaban elegidos 65 diputados en la siguiente forma: un conservador, un miembro del partido del imperio, 25 del centro, un nacionalista liberal, 26 socialistas, un danés y un alsaciano. xyxy=(1384,752,1523,831)
program-heading: A LAS NUEVE Y MEDIA DE LA NOCHE xyxy=(1235,1452,1371,1474)
article-paragraph: El aviador Védrines, pilotando un monoplano en el aeródromo de Pau, ha batido esta mañana el record mundial de la velocidad recorriendo 142 kilómetros en una hora. xyxy=(929,1076,1223,1117)
article-paragraph: Ayer se hablaba respecto a la posibilidad de que un alto personaje realice en breve un viaje a Melilla. xyxy=(1233,701,1372,746)
subheadline: Comité Simiot de Burdeos.—San Sebastián xyxy=(968,119,1184,133)
dispatch-source: (POR TELÉGRAFO) xyxy=(1027,886,1126,900)
ad-text: que se venden en todo el mundo. xyxy=(1389,1225,1518,1237)
headline-elecciones-alemanas: LAS ELECCIONES ALEMANAS xyxy=(1401,620,1506,656)
dispatch-source: (POR TELÉFONO) xyxy=(116,1203,208,1217)
article-paragraph: compañeros pidiéndome que haga constar que ellos tienen contratado a Bombita para los días 1 y 8 de abril. xyxy=(620,71,920,98)
article-paragraph: El martes, a las cinco y media, se reunirá la Junta auxiliar de la Fábrica del Gas. xyxy=(620,1031,920,1058)
article-paragraph: Canalejas estuvo ayer en su domicilio hasta la una de la tarde, y en él le visitaron Barroso y García Prieto. xyxy=(1233,749,1372,794)
subheadline: VIAJES xyxy=(260,1603,305,1617)
dispatch-source: (POR TELÉGRAFO) xyxy=(721,1366,819,1380)
article-paragraph: Hablando luego de todas estas visitas, expresó Canalejas en los siguientes términos: xyxy=(315,813,611,840)
subheadline: CANTINAS ESCOLARES xyxy=(1233,130,1346,142)
article-paragraph: Absolutamente conformes, y unidos le veréis torear en dichos días, ya que no se ha podido conseguir el que se haga en Madrid, y, por lo tanto, no ha habido necesidad de pedirles la cesión del diestro.» xyxy=(620,101,920,155)
article-paragraph: Se condenó a pérdida del género y extiplo de derechos. xyxy=(633,949,890,963)
article-paragraph: Cristóbal de Castro ha hecho una hermosa labor literaria al refundir la obra de Vélez de Guevara y ha probado una vez más que es un poeta exquisito, un enamorado de la poesía. Ya es bien conocida su personalidad literaria y no ha sorprendido, por tanto, á los que á diario le leemos, el acierto tenido al adaptar y refundir la obra del teatro clásico español. xyxy=(1384,2090,1523,2215)
headline-triste-suceso: Después del triste suceso xyxy=(1243,1661,1362,1696)
article-paragraph: Por la noche se ha representado «El conde de Luxemburgo», que, como siempre, ha saboreado con deleite el público. xyxy=(1384,144,1523,189)
ad-text: Resuelto problema tomar aceite rico con la Crema Creole. En la Habla y es quisito. No volverá a usar otro purgante en lo sucesivo. Tarro con dos dosis (cuatro para niños), pesetas 1. Farmacias. xyxy=(1390,1091,1517,1170)
headline-gran-casino: GRAN CASINO xyxy=(1263,1156,1343,1201)
article-paragraph: Hoy regresó de Zaragoza el resto de la Comisión. xyxy=(328,317,559,331)
subheadline: «La luna de la Sierra» xyxy=(1407,2041,1500,2053)
article-paragraph: García Prieto habló al jefe del gobierno de la negociación franco-española. xyxy=(1233,905,1372,939)
dateline: París 13. xyxy=(872,1394,920,1408)
program-heading: A LAS CINCO DE LA TARDE xyxy=(1250,1244,1355,1266)
dateline: Bilbao 13, 11 n. xyxy=(219,1231,305,1245)
article-paragraph: Con análoga satisfacción fué juzgada la labor encomendada al señor Percelló como solista, pues demostró poseer envidiables aptitudes de talento y conocimiento musical para poder afirmar que pronto ocupará envidiable lugar entre los «virtuosos» del violín. Después de repetir una preciosa y descriptiva composición de Dancla, que le expresa su forma acabada y muy bien secundado por el señor Vives, nos dejó oír una hermosa de Wieniawsky, a cuya terminación ha sido ovacionado con entusiasmo y la labor realizada le hizo acreedor a muy calurosos aplausos. xyxy=(19,920,305,1055)
byline: R. BLASCO. xyxy=(1154,1150,1223,1164)
subheadline: Junta provincial de Instrucción xyxy=(741,1223,920,1237)
program-heading: Primera parte xyxy=(1233,1269,1292,1280)
headline-instruccion-publica: De Instrucción Pública xyxy=(974,1176,1179,1233)
